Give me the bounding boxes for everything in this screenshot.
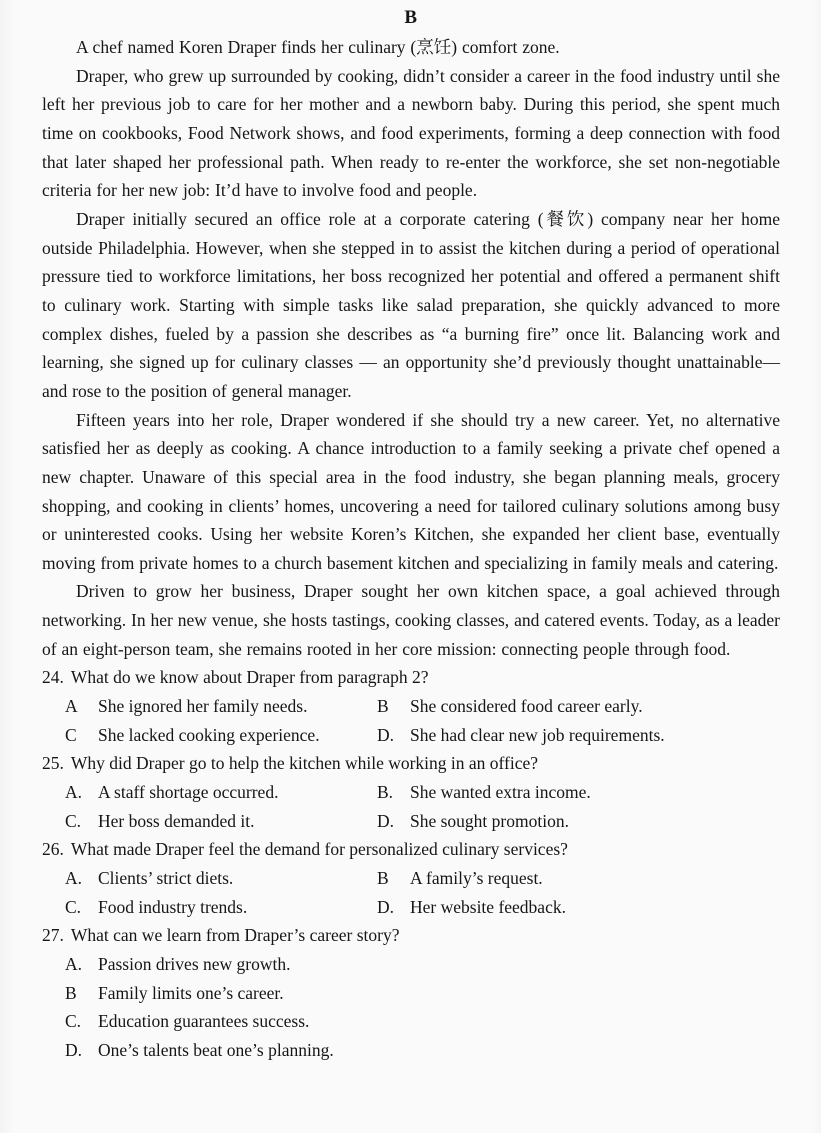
- question-stem: [42, 921, 780, 950]
- option-text: Passion drives new growth.: [98, 954, 291, 974]
- option-text: Food industry trends.: [98, 896, 248, 917]
- option-letter: C.: [65, 1011, 82, 1032]
- option-letter: A: [65, 696, 78, 717]
- answer-option: [377, 778, 780, 807]
- option-letter: B: [65, 982, 77, 1003]
- option-letter: B: [377, 696, 389, 717]
- question-list: [42, 663, 780, 1064]
- option-letter: C.: [65, 810, 82, 831]
- option-letter: B: [377, 868, 389, 889]
- passage-paragraph: Fifteen years into her role, Draper wondered if she should try a new career. Yet, no alternative satisfied her as deeply as cooking. A chance introduction to a family seeking a private chef opened a new chapter. Unaware of this special area in the food industry, she began planning meals, grocery shopping, and cooking in clients’ homes, uncovering a need for tailored culinary solutions among busy or uninterested cooks. Using her website Koren’s Kitchen, she expanded her client base, eventually moving from private homes to a church basement kitchen and specializing in family meals and catering.: [42, 409, 780, 573]
- answer-option: [65, 864, 377, 893]
- question-number: 27.: [42, 925, 64, 946]
- option-text: One’s talents beat one’s planning.: [98, 1039, 334, 1060]
- answer-option: [377, 864, 780, 893]
- option-letter: D.: [65, 1039, 83, 1060]
- option-letter: B.: [377, 782, 394, 803]
- option-text: Clients’ strict diets.: [98, 868, 234, 889]
- option-text: She ignored her family needs.: [98, 696, 308, 717]
- option-group: [65, 778, 780, 835]
- answer-option: [377, 893, 780, 922]
- option-letter: A.: [65, 954, 83, 974]
- passage-paragraph: Draper initially secured an office role at a corporate catering (餐饮) company near her home outside Philadelphia. However, when she stepped in to assist the kitchen during a period of operational pressure tied to workforce limitations, her boss recognized her potential and offered a permanent shift to culinary work. Starting with simple tasks like salad preparation, she quickly advanced to more complex dishes, fueled by a passion she describes as “a burning fire” once lit. Balancing work and learning, she signed up for culinary classes — an opportunity she’d previously thought unattainable—and rose to the position of general manager.: [42, 208, 780, 401]
- answer-option: [65, 778, 377, 807]
- option-text: She considered food career early.: [410, 696, 643, 717]
- question: [42, 921, 780, 1064]
- option-text: She wanted extra income.: [410, 782, 591, 803]
- question-number: 25.: [42, 753, 64, 774]
- section-label: B: [404, 7, 418, 28]
- option-text: She sought promotion.: [410, 810, 569, 831]
- option-letter: D.: [377, 810, 395, 831]
- option-letter: D.: [377, 724, 395, 745]
- question-text: Why did Draper go to help the kitchen while working in an office?: [70, 753, 539, 774]
- question-stem: [42, 749, 780, 778]
- question-stem: [42, 663, 780, 692]
- answer-option: [65, 979, 780, 1008]
- option-group: [65, 864, 780, 921]
- reading-passage: [42, 33, 780, 663]
- option-group: [65, 950, 780, 1065]
- passage-paragraph: A chef named Koren Draper finds her culinary (烹饪) comfort zone.: [76, 37, 560, 57]
- answer-option: [65, 1007, 780, 1036]
- answer-option: [65, 721, 377, 750]
- question-text: What can we learn from Draper’s career story?: [70, 925, 400, 946]
- question: [42, 835, 780, 921]
- option-group: [65, 692, 780, 749]
- question-stem: [42, 835, 780, 864]
- answer-option: [377, 807, 780, 836]
- option-text: She lacked cooking experience.: [98, 724, 320, 745]
- passage-paragraph: Draper, who grew up surrounded by cooking, didn’t consider a career in the food industry until she left her previous job to care for her mother and a newborn baby. During this period, she spent much time on cookbooks, Food Network shows, and food experiments, forming a deep connection with food that later shaped her professional path. When ready to re-enter the workforce, she set non-negotiable criteria for her new job: It’d have to involve food and people.: [42, 65, 780, 201]
- option-letter: A.: [65, 868, 83, 889]
- answer-option: [65, 893, 377, 922]
- option-letter: C: [65, 724, 77, 745]
- question: [42, 663, 780, 749]
- option-text: Her website feedback.: [410, 896, 566, 917]
- answer-option: [65, 950, 780, 979]
- option-text: Education guarantees success.: [98, 1011, 310, 1032]
- option-letter: A.: [65, 782, 83, 803]
- question-number: 26.: [42, 839, 64, 860]
- answer-option: [65, 692, 377, 721]
- question-text: What do we know about Draper from paragraph 2?: [70, 667, 429, 688]
- option-text: Her boss demanded it.: [98, 810, 255, 831]
- option-text: Family limits one’s career.: [98, 982, 284, 1003]
- option-text: She had clear new job requirements.: [410, 724, 665, 745]
- passage-paragraph: Driven to grow her business, Draper sought her own kitchen space, a goal achieved through networking. In her new venue, she hosts tastings, cooking classes, and catered events. Today, as a leader of an eight-person team, she remains rooted in her core mission: connecting people through food.: [42, 581, 780, 659]
- option-letter: C.: [65, 896, 82, 917]
- answer-option: [377, 721, 780, 750]
- answer-option: [65, 1036, 780, 1065]
- option-text: A staff shortage occurred.: [98, 782, 279, 803]
- answer-option: [65, 807, 377, 836]
- question-text: What made Draper feel the demand for personalized culinary services?: [70, 839, 568, 860]
- question-number: 24.: [42, 667, 64, 688]
- option-letter: D.: [377, 896, 395, 917]
- answer-option: [377, 692, 780, 721]
- question: [42, 749, 780, 835]
- option-text: A family’s request.: [410, 868, 543, 889]
